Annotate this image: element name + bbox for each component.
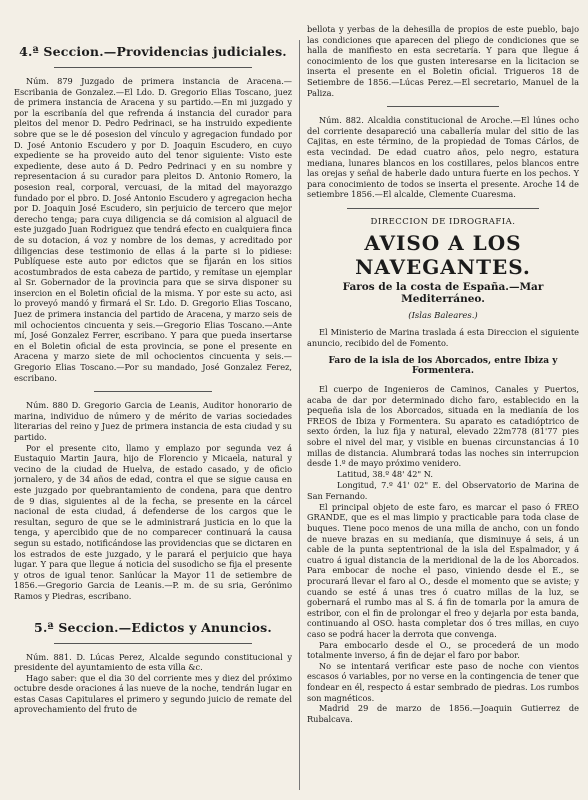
- notice-881-continued: bellota y yerbas de la dehesilla de propios de este pueblo, bajo las condiciones que aparecen del pliego de condiciones que se halla de manifiesto en esta secretaría. Y para que llegue á conocimiento de los que gusten interesarse en la licitacion se inserta el presente en el Boletin oficial. Trigueros 18 de Setiembre de 1856.—Lúcas Perez.—El secretario, Manuel de la Paliza.: [307, 24, 579, 98]
- notice-880-header: Núm. 880 D. Gregorio Garcia de Leanis, Auditor honorario de marina, individuo de número y de mérito de varias sociedades literarias del reino y Juez de primera instancia de esta ciudad y su partido.: [14, 400, 292, 442]
- separator: [347, 208, 539, 209]
- notice-879: Núm. 879 Juzgado de primera instancia de Aracena.—Escribania de Gonzalez.—El Ldo. D. Gregorio Elias Toscano, juez de primera instancia de Aracena y su partido.—En mi juzgado y por la escribanía del que refrenda á instancia del curador para pleitos del menor D. Pedro Pedrinaci, se ha instruido expediente sobre que se le dé posesion del vínculo y agregacion fundado por D. José Antonio Escudero y por D. Joaquin Escudero, en cuyo expediente se ha proveido auto del tenor siguiente: Visto este expediente, dese auto á D. Pedro Pedrinaci y en su nombre y representacion á su curador para pleitos D. Antonio Romero, la posesion real, corporal, vercuasi, de la mitad del mayorazgo fundado por el pbro. D. José Antonio Escudero y agregacion hecha por D. Joaquin José Escudero, sin perjuicio de tercero que mejor derecho tenga; para cuya diligencia se dá comision al alguacil de este juzgado Juan Rodriguez que tendrá efecto en cualquiera finca de su dotacion, á voz y nombre de los demas, y acreditado por diligencias dese testimonio de ellas á la parte si lo pidiese: Publíquese este auto por edictos que se fijarán en los sitios acostumbrados de esta cabeza de partido, y remítase un ejemplar al Sr. Gobernador de la provincia para que se sirva disponer su insercion en el Boletin oficial de la misma. Y por este su acto, asi lo proveyó mandó y firmará el Sr. Ldo. D. Gregorio Elias Toscano, Juez de primera instancia del partido de Aracena, y marzo seis de mil ochocientos cincuenta y seis.—Gregorio Elias Toscano.—Ante mí, José Gonzalez Ferrer, escribano. Y para que pueda insertarse en el Boletin oficial de esta provincia, se pone el presente en Aracena y marzo siete de mil ochocientos cincuenta y seis.—Gregorio Elias Toscano.—Por su mandado, José Gonzalez Ferez, escribano.: [14, 76, 292, 383]
- section-5-title: 5.ª Seccion.—Edictos y Anuncios.: [34, 619, 272, 635]
- faros-subheading: Faros de la costa de España.—Mar Mediterráneo.: [342, 280, 544, 305]
- latitude-line: Latitud, 38.º 48' 42" N.: [337, 468, 434, 479]
- cuerpo-paragraph: El cuerpo de Ingenieros de Caminos, Canales y Puertos, acaba de dar por determinado dicho faro, establecido en la pequeña isla de los Aborcados, situada en la medianía de los FREOS de Ibiza y Formentera. Su aparato es catadióptrico de sexto órden, la luz fija y natural, elevado 22m778 (81'77 pies sobre el nivel del mar, y visible en buenas circunstancias á 10 millas de distancia. Alumbrará todas las noches sin interrupcion desde 1.º de mayo próximo venidero.: [307, 384, 579, 469]
- madrid-signature: Madrid 29 de marzo de 1856.—Joaquin Gutierrez de Rubalcava.: [307, 703, 579, 724]
- notice-882: Núm. 882. Alcaldia constitucional de Aroche.—El lúnes ocho del corriente desapareció una caballería mular del sitio de las Cajitas, en este término, de la propiedad de Tomas Cárlos, de esta vecindad. De edad cuatro años, pelo negro, estatura mediana, lunares blancos en los costillares, pelos blancos entre las orejas y señal de haberle dado untura fuerte en los pechos. Y para conocimiento de todos se inserta el presente. Aroche 14 de setiembre 1856.—El alcalde, Clemente Cuaresma.: [307, 115, 579, 200]
- islas-subheading: (Islas Baleares.): [408, 310, 478, 321]
- notice-881-body: Hago saber: que el dia 30 del corriente mes y diez del próximo octubre desde oraciones á las nueve de la noche, tendrán lugar en estas Casas Capitulares el primero y segundo juicio de remate del aprovechamiento del fruto de: [14, 672, 292, 715]
- section-rule: [54, 67, 252, 68]
- column-divider: [299, 40, 300, 790]
- longitude-line: Longitud, 7.º 41' 02" E. del Observatorio de Marina de San Fernando.: [307, 479, 579, 501]
- separator: [94, 391, 212, 392]
- nose-paragraph: No se intentará verificar este paso de noche con vientos escasos ó variables, por no verse en la contingencia de tener que fondear en él, respecto á estar sembrado de piedras. Los rumbos son magnéticos.: [307, 660, 579, 703]
- section-rule: [54, 643, 252, 644]
- section-4-title: 4.ª Seccion.—Providencias judiciales.: [19, 44, 287, 59]
- separator: [387, 106, 499, 107]
- right-column: [307, 24, 579, 792]
- faro-title: Faro de la isla de los Aborcados, entre Ibiza y Formentera.: [328, 356, 558, 377]
- objeto-paragraph: El principal objeto de este faro, es marcar el paso ó FREO GRANDE, que es el mas limpio y practicable para toda clase de buques. Tiene poco menos de una milla de ancho, con un fondo de nueve brazas en su medianía, que disminuye á seis, á un cable de la punta septentrional de la isla del Espalmador, y á cuatro á igual distancia de la meridional de la de los Aborcados. Para embocar de noche el paso, viniendo desde el E., se procurará llevar el faro al O., desde el momento que se aviste; y cuando se esté á unas tres ó cuatro millas de la luz, se gobernará el rumbo mas al S. á fin de tomarla por la amura de estribor, con el fin de prolongar el freo y dejarla por esta banda, continuando al OSO. hasta completar dos ó tres millas, en cuyo caso se podrá hacer la derrota que convenga.: [307, 501, 579, 639]
- aviso-headline: AVISO A LOS NAVEGANTES.: [355, 230, 531, 279]
- embocar-paragraph: Para embocarlo desde el O., se procederá de un modo totalmente inverso, á fin de dejar el faro por babor.: [307, 639, 579, 661]
- direccion-heading: DIRECCION DE IDROGRAFIA.: [370, 216, 516, 227]
- ministerio-paragraph: El Ministerio de Marina traslada á esta Direccion el siguiente anuncio, recibido del de Fomento.: [307, 326, 579, 348]
- notice-880-body: Por el presente cito, llamo y emplazo por segunda vez á Eustaquio Martin Jaura, hijo de Florencio y Micaela, natural y vecino de la ciudad de Huelva, de estado casado, y de oficio jornalero, y de 34 años de edad, contra el que se sigue causa en este juzgado por quebrantamiento de condena, para que dentro de 9 dias, siguientes al de la fecha, se presente en la cárcel nacional de esta ciudad, á defenderse de los cargos que le resultan, seguro de que se le administrará justicia en lo que la tenga, y apercibido que de no comparecer continuará la causa segun su estado, notificándose las providencias que se dictaren en los estrados de este juzgado, y le parará el perjuicio que haya lugar. Y para que llegue á noticia del susodicho se fija el presente y otros de igual tenor. Sanlúcar la Mayor 11 de setiembre de 1856.—Gregorio Garcia de Leanis.—P. m. de su sria, Gerónimo Ramos y Piedras, escribano.: [14, 442, 292, 601]
- notice-881-header: Núm. 881. D. Lúcas Perez, Alcalde segundo constitucional y presidente del ayuntamiento de esta villa &c.: [14, 651, 292, 673]
- left-column: [14, 36, 292, 792]
